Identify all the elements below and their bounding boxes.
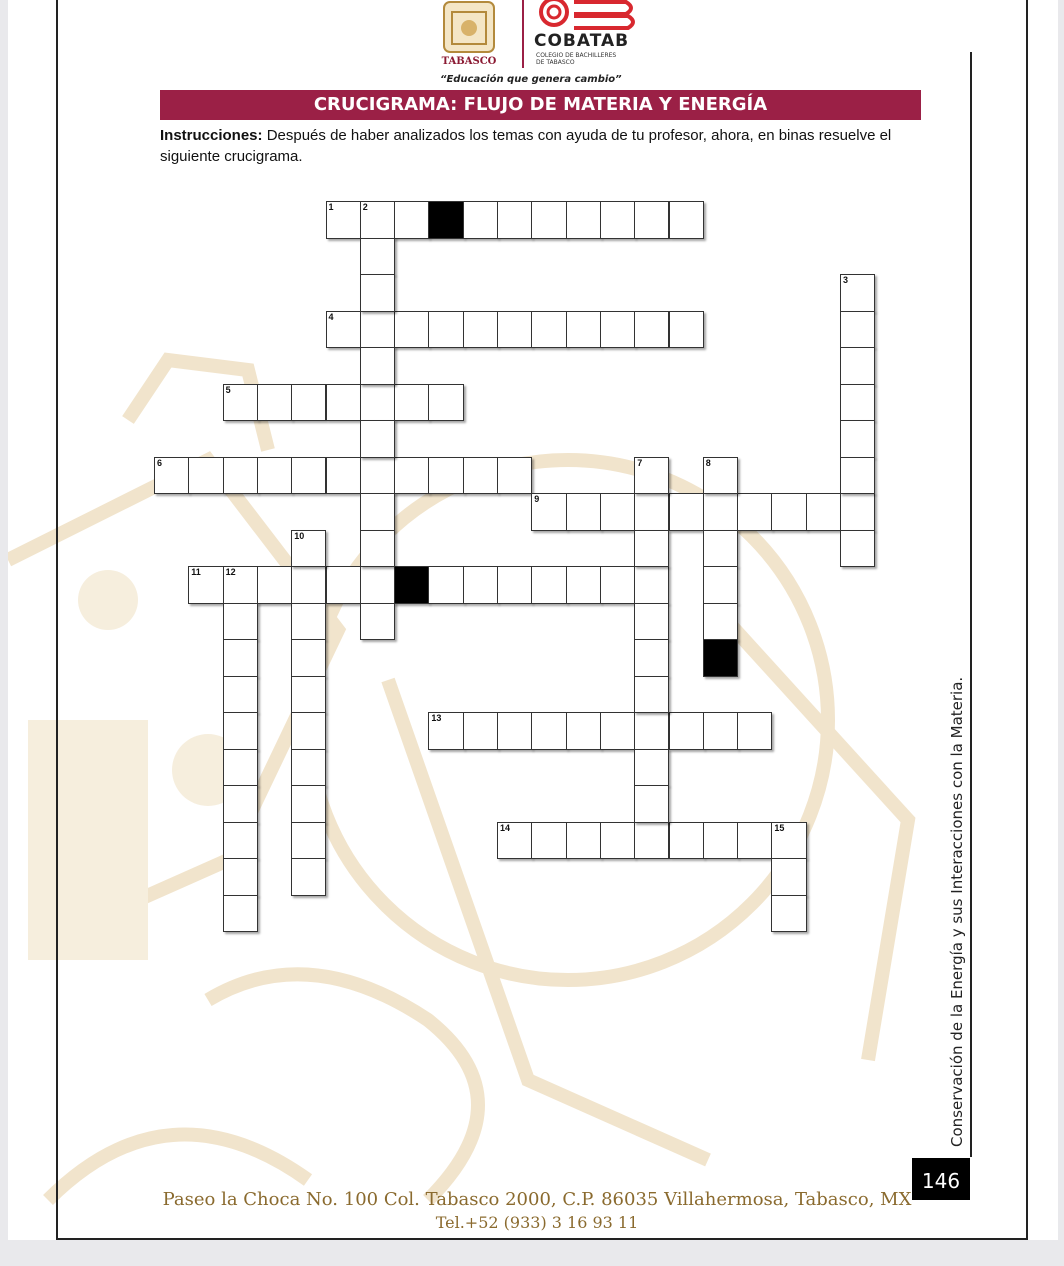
crossword-cell[interactable] (291, 858, 326, 896)
crossword-cell[interactable] (497, 201, 532, 239)
crossword-cell[interactable] (669, 822, 704, 860)
crossword-cell[interactable] (600, 822, 635, 860)
crossword-cell[interactable] (291, 712, 326, 750)
crossword-cell[interactable] (840, 493, 875, 531)
crossword-cell[interactable] (326, 311, 361, 349)
crossword-cell[interactable] (360, 603, 395, 641)
crossword-cell[interactable] (428, 384, 463, 422)
crossword-cell[interactable] (223, 639, 258, 677)
crossword-cell[interactable] (360, 457, 395, 495)
crossword-cell[interactable] (497, 566, 532, 604)
clue-number: 10 (294, 530, 305, 541)
crossword-cell[interactable] (223, 858, 258, 896)
crossword-cell[interactable] (291, 457, 326, 495)
footer-address: Paseo la Choca No. 100 Col. Tabasco 2000, C.P. 86035 Villahermosa, Tabasco, MX (162, 1189, 912, 1210)
crossword-cell[interactable] (600, 201, 635, 239)
clue-number: 3 (843, 275, 849, 285)
crossword-cell[interactable] (326, 201, 361, 239)
crossword-cell[interactable] (703, 822, 738, 860)
footer-phone: Tel.+52 (933) 3 16 93 11 (435, 1213, 639, 1232)
crossword-black-cell (394, 566, 429, 604)
crossword-cell[interactable] (223, 676, 258, 714)
clue-number: 13 (431, 713, 442, 723)
crossword-cell[interactable] (394, 201, 429, 239)
crossword-cell[interactable] (531, 712, 566, 750)
crossword-cell[interactable] (223, 822, 258, 860)
crossword-cell[interactable] (806, 493, 841, 531)
crossword-cell[interactable] (326, 457, 361, 495)
crossword-cell[interactable] (360, 493, 395, 531)
crossword-cell[interactable] (223, 749, 258, 787)
crossword-cell[interactable] (223, 785, 258, 823)
crossword-cell[interactable] (291, 822, 326, 860)
crossword-cell[interactable] (737, 822, 772, 860)
crossword-cell[interactable] (291, 603, 326, 641)
crossword-cell[interactable] (669, 311, 704, 349)
crossword-cell[interactable] (771, 493, 806, 531)
crossword-cell[interactable] (497, 712, 532, 750)
crossword-cell[interactable] (634, 457, 669, 495)
crossword-cell[interactable] (531, 822, 566, 860)
crossword-cell[interactable] (463, 201, 498, 239)
crossword-cell[interactable] (566, 822, 601, 860)
cobatab-subtitle-1: COLEGIO DE BACHILLERES (536, 52, 617, 59)
crossword-cell[interactable] (223, 566, 258, 604)
crossword-cell[interactable] (634, 676, 669, 714)
crossword-cell[interactable] (223, 603, 258, 641)
crossword-cell[interactable] (154, 457, 189, 495)
crossword-cell[interactable] (634, 201, 669, 239)
crossword-cell[interactable] (840, 384, 875, 422)
clue-number: 7 (637, 457, 643, 468)
crossword-cell[interactable] (840, 457, 875, 495)
crossword-cell[interactable] (223, 895, 258, 933)
crossword-cell[interactable] (566, 493, 601, 531)
crossword-cell[interactable] (223, 384, 258, 422)
clue-number: 1 (328, 202, 334, 212)
page-number: 146 (912, 1158, 970, 1200)
crossword-cell[interactable] (703, 566, 738, 604)
tabasco-label: TABASCO (441, 56, 497, 67)
crossword-cell[interactable] (394, 457, 429, 495)
crossword-cell[interactable] (634, 493, 669, 531)
crossword-cell[interactable] (737, 712, 772, 750)
crossword-cell[interactable] (634, 822, 669, 860)
crossword-cell[interactable] (531, 201, 566, 239)
crossword-cell[interactable] (326, 566, 361, 604)
clue-number: 4 (328, 311, 334, 322)
crossword-cell[interactable] (737, 493, 772, 531)
crossword-cell[interactable] (394, 384, 429, 422)
crossword-cell[interactable] (634, 749, 669, 787)
instructions-text: Después de haber analizados los temas con ayuda de tu profesor, ahora, en binas resuelve el siguiente crucigrama. (160, 127, 892, 165)
crossword-cell[interactable] (360, 384, 395, 422)
clue-number: 5 (225, 384, 231, 395)
crossword-cell[interactable] (771, 822, 806, 860)
crossword-cell[interactable] (291, 530, 326, 568)
crossword-cell[interactable] (257, 457, 292, 495)
crossword-cell[interactable] (669, 201, 704, 239)
clue-number: 9 (534, 494, 540, 504)
crossword-cell[interactable] (428, 457, 463, 495)
crossword-cell[interactable] (600, 566, 635, 604)
crossword-cell[interactable] (360, 530, 395, 568)
slogan: “Educación que genera cambio” (440, 74, 622, 85)
crossword-cell[interactable] (634, 785, 669, 823)
clue-number: 14 (500, 822, 511, 833)
crossword-cell[interactable] (291, 785, 326, 823)
clue-number: 6 (157, 457, 163, 468)
crossword-cell[interactable] (703, 712, 738, 750)
crossword-cell[interactable] (634, 530, 669, 568)
clue-number: 8 (705, 457, 711, 468)
crossword-cell[interactable] (291, 639, 326, 677)
crossword-cell[interactable] (497, 311, 532, 349)
crossword-cell[interactable] (428, 712, 463, 750)
crossword-cell[interactable] (634, 603, 669, 641)
crossword-cell[interactable] (840, 347, 875, 385)
instructions-label: Instrucciones: (160, 127, 263, 144)
crossword-cell[interactable] (223, 712, 258, 750)
crossword-cell[interactable] (634, 639, 669, 677)
crossword-cell[interactable] (463, 311, 498, 349)
crossword-cell[interactable] (669, 712, 704, 750)
crossword-cell[interactable] (326, 384, 361, 422)
crossword-cell[interactable] (566, 311, 601, 349)
page-title: CRUCIGRAMA: FLUJO DE MATERIA Y ENERGÍA (160, 90, 921, 120)
crossword-cell[interactable] (291, 384, 326, 422)
crossword-cell[interactable] (634, 566, 669, 604)
crossword-cell[interactable] (394, 311, 429, 349)
crossword-cell[interactable] (360, 347, 395, 385)
crossword-cell[interactable] (360, 566, 395, 604)
crossword-cell[interactable] (497, 457, 532, 495)
crossword-cell[interactable] (703, 493, 738, 531)
side-caption: Conservación de la Energía y sus Interacciones con la Materia. (948, 676, 966, 1147)
crossword-cell[interactable] (463, 457, 498, 495)
crossword-cell[interactable] (463, 566, 498, 604)
crossword-cell[interactable] (566, 201, 601, 239)
crossword-cell[interactable] (840, 420, 875, 458)
clue-number: 15 (774, 822, 785, 833)
crossword-cell[interactable] (703, 603, 738, 641)
crossword-cell[interactable] (257, 384, 292, 422)
crossword-cell[interactable] (840, 311, 875, 349)
crossword-cell[interactable] (360, 420, 395, 458)
crossword-cell[interactable] (600, 712, 635, 750)
crossword-black-cell (703, 639, 738, 677)
crossword-cell[interactable] (531, 493, 566, 531)
crossword-cell[interactable] (600, 493, 635, 531)
document-page (8, 0, 1058, 1240)
crossword-cell[interactable] (703, 530, 738, 568)
crossword-cell[interactable] (428, 566, 463, 604)
crossword-cell[interactable] (771, 858, 806, 896)
crossword-cell[interactable] (531, 566, 566, 604)
crossword-cell[interactable] (291, 749, 326, 787)
crossword-cell[interactable] (531, 311, 566, 349)
crossword-cell[interactable] (634, 712, 669, 750)
crossword-cell[interactable] (223, 457, 258, 495)
crossword-cell[interactable] (771, 895, 806, 933)
clue-number: 2 (362, 202, 368, 212)
crossword-cell[interactable] (291, 566, 326, 604)
crossword-cell[interactable] (428, 311, 463, 349)
crossword-cell[interactable] (188, 457, 223, 495)
crossword-cell[interactable] (566, 566, 601, 604)
crossword-grid (8, 0, 1058, 1240)
crossword-cell[interactable] (360, 311, 395, 349)
cobatab-subtitle-2: DE TABASCO (536, 59, 575, 66)
crossword-cell[interactable] (257, 566, 292, 604)
crossword-cell[interactable] (497, 822, 532, 860)
crossword-cell[interactable] (360, 238, 395, 276)
crossword-cell[interactable] (634, 311, 669, 349)
crossword-cell[interactable] (188, 566, 223, 604)
clue-number: 11 (191, 567, 201, 577)
crossword-cell[interactable] (360, 274, 395, 312)
crossword-cell[interactable] (669, 493, 704, 531)
crossword-cell[interactable] (566, 712, 601, 750)
crossword-cell[interactable] (703, 457, 738, 495)
crossword-cell[interactable] (600, 311, 635, 349)
cobatab-name: COBATAB (534, 31, 630, 51)
crossword-cell[interactable] (840, 530, 875, 568)
crossword-cell[interactable] (291, 676, 326, 714)
crossword-cell[interactable] (463, 712, 498, 750)
clue-number: 12 (225, 567, 236, 577)
crossword-cell[interactable] (360, 201, 395, 239)
crossword-black-cell (428, 201, 463, 239)
side-rule (970, 52, 972, 1157)
crossword-cell[interactable] (840, 274, 875, 312)
